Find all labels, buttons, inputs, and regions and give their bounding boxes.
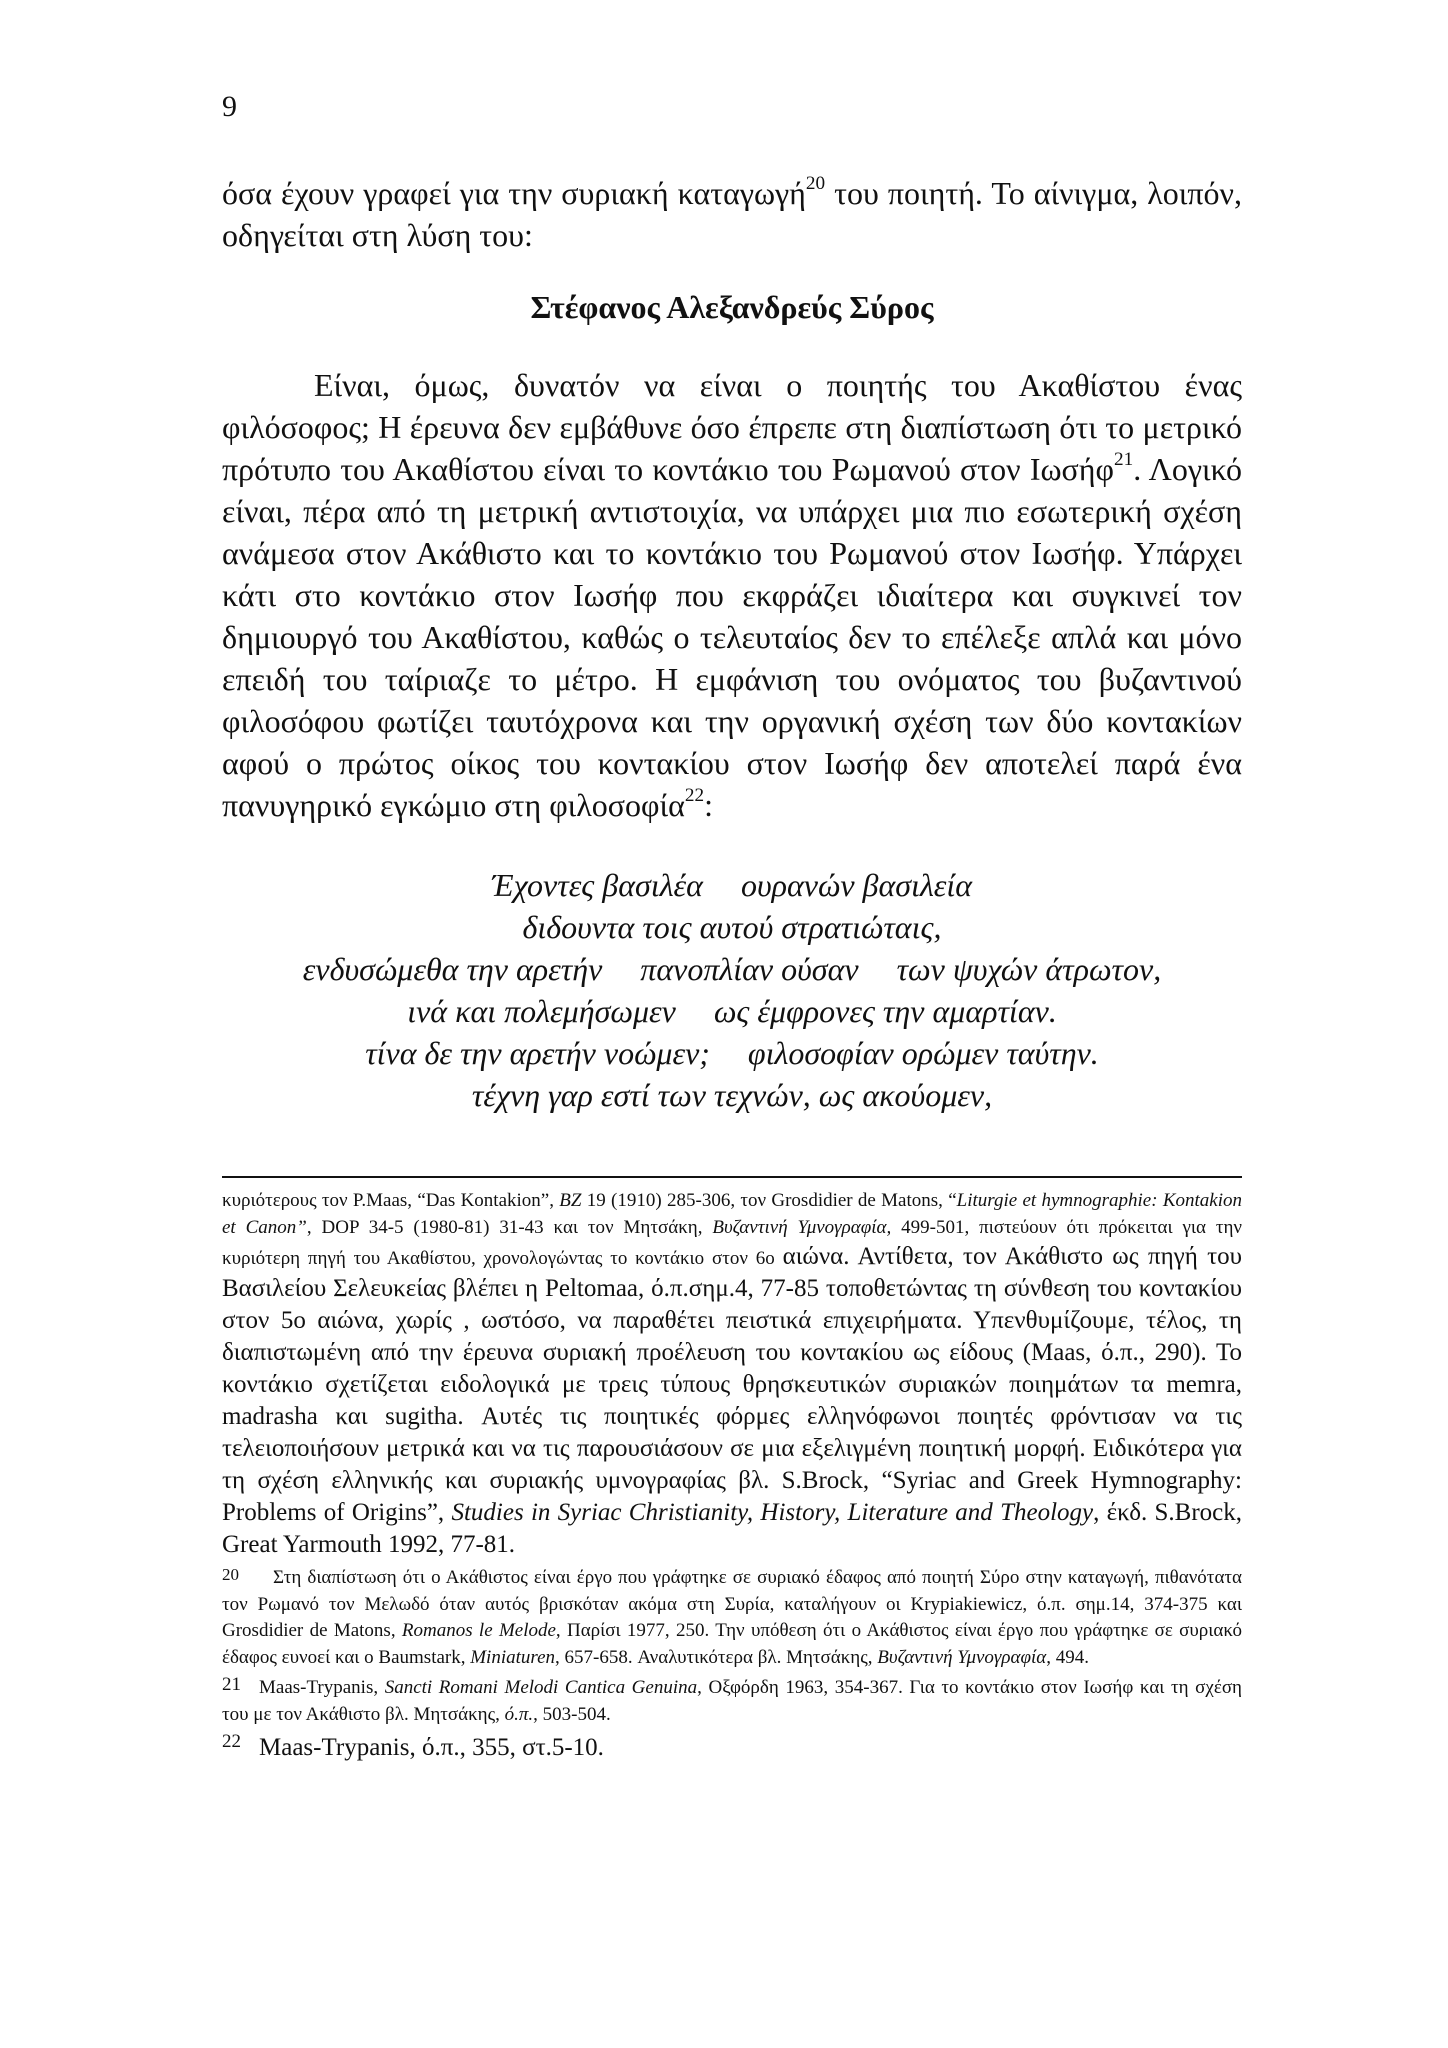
footnote-separator <box>222 1176 1242 1178</box>
text-span: , έκδ. S.Brock, Great Yarmouth 1992, 77-81. <box>222 1499 1243 1558</box>
text-span: , Παρίσι 1977, 250. Την υπόθεση ότι ο Ακάθιστος είναι έργο που γράφτηκε σε συριακό έδαφος ευνοεί και ο Baumstark, <box>222 1620 1242 1668</box>
paragraph-2 <box>222 364 1242 826</box>
text-span: Είναι, όμως, δυνατόν να είναι ο ποιητής του Ακαθίστου ένας φιλόσοφος; Η έρευνα δεν εμβάθυνε όσο έπρεπε στη διαπίστωση ότι το μετρικό πρότυπο του Ακαθίστου είναι το κοντάκιο του Ρωμανού στον Ιωσήφ <box>222 367 1242 487</box>
footnote-number: 20 <box>222 1565 239 1584</box>
poem-segment: ενδυσώμεθα την αρετήν <box>302 951 603 987</box>
text-span: όσα έχουν γραφεί για την συριακή καταγωγή <box>222 175 806 211</box>
text-span: αιώνα. Αντίθετα, τον Ακάθιστο ως πηγή του Βασιλείου Σελευκείας βλέπει η Peltomaa, ό.π.σημ.4, 77-85 τοποθετώντας τη σύνθεση του κοντακίου στον 5ο αιώνα, χωρίς , ωστόσο, να παραθέτει πειστικά επιχειρήματα. Υπενθυμίζουμε, τέλος, τη διαπιστωμένη από την έρευνα συριακή προέλευση του κοντακίου ως είδους (Maas, ό.π., 290). Το κοντάκιο σχετίζεται ειδολογικά με τρεις τύπους θρησκευτικών συριακών ποιημάτων τα memra, madrasha και sugitha. Αυτές τις ποιητικές φόρμες ελληνόφωνοι ποιητές φρόντισαν να τις τελειοποιήσουν μετρικά και να τις παρουσιάσουν σε μια εξελιγμένη ποιητική μορφή. Ειδικότερα για τη σχέση ελληνικής και συριακής υμνογραφίας βλ. S.Brock, “Syriac and Greek Hymnography: Problems of Origins”, <box>222 1243 1243 1526</box>
text-span: Βυζαντινή Υμνογραφία, <box>712 1216 892 1238</box>
poem-segment: ως έμφρονες την αμαρτίαν. <box>713 993 1057 1029</box>
text-span: , Οξφόρδη 1963, 354-367. Για το κοντάκιο στον Ιωσήφ και τη σχέση του με τον Ακάθιστο βλ. Μητσάκης, <box>222 1677 1242 1725</box>
poem-line-2: διδουντα τοις αυτού στρατιώταις, <box>522 909 942 945</box>
poem-line-3 <box>222 948 1242 990</box>
text-span: BZ <box>559 1190 582 1211</box>
text-span: Sancti Romani Melodi Cantica Genuina <box>384 1677 698 1698</box>
text-span: Maas-Trypanis, <box>259 1677 385 1698</box>
poem-segment: τίνα δε την αρετήν νοώμεν; <box>365 1035 710 1071</box>
footnote-ref-21: 21 <box>1114 449 1134 471</box>
text-span: , 657-658. Αναλυτικότερα βλ. Μητσάκης, <box>555 1646 878 1668</box>
poem-line-5 <box>222 1032 1242 1074</box>
text-span: 19 (1910) 285-306, τον Grosdidier de Matons, “ <box>581 1190 957 1211</box>
poem-segment: ινά και πολεμήσωμεν <box>407 993 676 1029</box>
text-span: κυριότερους τον P.Maas, “Das Kontakion”, <box>222 1190 560 1211</box>
poem-segment: Έχοντες βασιλέα <box>491 867 703 903</box>
text-span: του ποιητή. Το αίνιγμα, λοιπόν, οδηγείται στη λύση του: <box>222 175 1243 253</box>
poem-segment: ουρανών βασιλεία <box>740 867 973 903</box>
text-span: Liturgie et hymnographie: Kontakion et Canon” <box>222 1190 1242 1238</box>
text-span: Maas-Trypanis, ό.π., 355, στ.5-10. <box>259 1734 604 1761</box>
poem-segment: πανοπλίαν ούσαν <box>640 951 859 987</box>
footnote-ref-20: 20 <box>805 173 826 195</box>
footnote-number: 22 <box>222 1731 241 1752</box>
footnote-20 <box>222 1565 1242 1671</box>
footnote-continuation <box>222 1188 1242 1561</box>
text-span: , DOP 34-5 (1980-81) 31-43 και τον Μητσάκη, <box>306 1216 713 1238</box>
footnote-ref-22: 22 <box>684 785 705 807</box>
text-span: , 494. <box>1046 1646 1090 1668</box>
text-span: Miniaturen <box>470 1646 556 1668</box>
footnote-21 <box>222 1675 1242 1728</box>
text-span: Studies in Syriac Christianity, History, Literature and Theology <box>451 1499 1094 1526</box>
poem-line-6: τέχνη γαρ εστί των τεχνών, ως ακούομεν, <box>471 1077 993 1113</box>
footnote-22 <box>222 1732 1242 1764</box>
poem-segment: των ψυχών άτρωτον, <box>896 951 1162 987</box>
text-span: Romanos le Melode <box>401 1620 556 1641</box>
text-span: Βυζαντινή Υμνογραφία <box>877 1646 1047 1668</box>
poem-line-1 <box>222 864 1242 906</box>
text-span: , 503-504. <box>533 1703 611 1725</box>
section-heading: Στέφανος Αλεξανδρεύς Σύρος <box>530 289 934 325</box>
footnote-number: 21 <box>222 1674 241 1695</box>
text-span: ό.π. <box>504 1703 534 1725</box>
poem-quote <box>222 864 1242 1116</box>
poem-line-4 <box>222 990 1242 1032</box>
page-number: 9 <box>222 90 237 123</box>
paragraph-1 <box>222 172 1242 256</box>
footnotes <box>222 1188 1242 1764</box>
poem-segment: φιλοσοφίαν ορώμεν ταύτην. <box>747 1035 1099 1071</box>
text-span: : <box>704 787 713 823</box>
text-span: Στη διαπίστωση ότι ο Ακάθιστος είναι έργο που γράφτηκε σε συριακό έδαφος από ποιητή Σύρο στην καταγωγή, πιθανότατα τον Ρωμανό τον Μελωδό όταν αυτός βρισκόταν ακόμα στη Συρία, καταλήγουν οι Krypiakiewicz, ό.π. σημ.14, 374-375 και Grosdidier de Matons, <box>222 1567 1242 1641</box>
text-span: 499-501, πιστεύουν ότι πρόκειται για την κυριότερη πηγή του Ακαθίστου, χρονολογώντας το κοντάκιο στον 6ο <box>222 1216 1243 1269</box>
main-text <box>222 172 1242 1116</box>
text-span: . Λογικό είναι, πέρα από τη μετρική αντιστοιχία, να υπάρχει μια πιο εσωτερική σχέση ανάμεσα στον Ακάθιστο και το κοντάκιο του Ρωμανού στον Ιωσήφ. Υπάρχει κάτι στο κοντάκιο στον Ιωσήφ που εκφράζει ιδιαίτερα και συγκινεί τον δημιουργό του Ακαθίστου, καθώς ο τελευταίος δεν το επέλεξε απλά και μόνο επειδή του ταίριαζε το μέτρο. Η εμφάνιση του ονόματος του βυζαντινού φιλοσόφου φωτίζει ταυτόχρονα και την οργανική σχέση των δύο κοντακίων αφού ο πρώτος οίκος του κοντακίου στον Ιωσήφ δεν αποτελεί παρά ένα πανυγηρικό εγκώμιο στη φιλοσοφία <box>222 451 1243 823</box>
